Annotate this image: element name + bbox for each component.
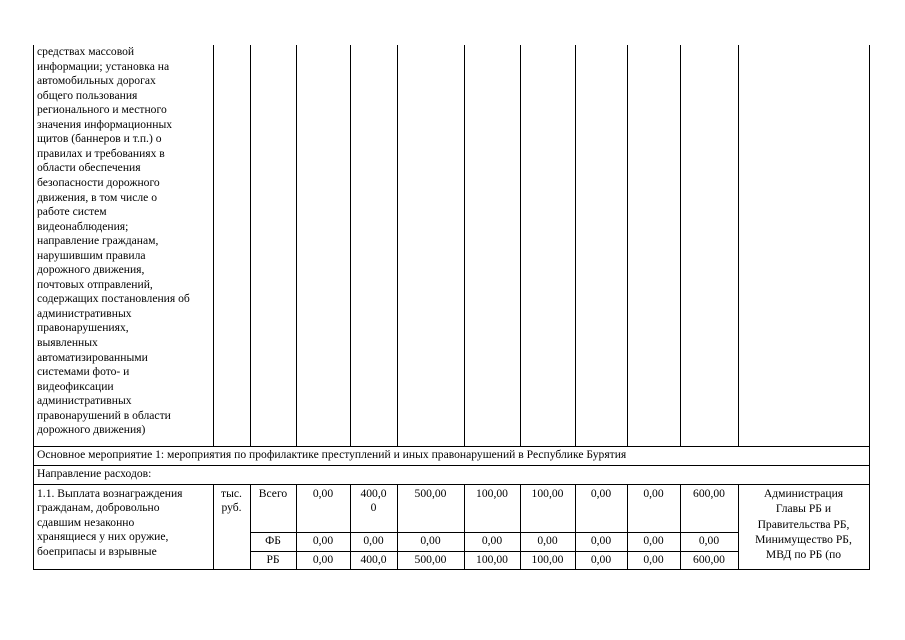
value-cell: 0,00 [363, 534, 384, 547]
row-line [33, 484, 870, 485]
description-line: автомобильных дорогах [37, 74, 156, 88]
row-line [33, 446, 870, 447]
value-cell: 0,00 [643, 534, 664, 547]
description-line: содержащих постановления об [37, 292, 190, 306]
col-line [250, 45, 251, 447]
value-cell: 600,00 [693, 487, 725, 500]
unit-line: руб. [221, 501, 242, 515]
description-line: средствах массовой [37, 45, 135, 58]
description-line: правонарушениях, [37, 321, 129, 335]
col-line [296, 45, 297, 447]
description-line: административных [37, 306, 132, 320]
description-line: видеонаблюдения; [37, 219, 129, 233]
main-activity-title: Основное мероприятие 1: мероприятия по профилактике преступлений и иных правонарушений в Республике Бурятия [37, 448, 627, 461]
value-cell: 0,00 [537, 534, 558, 547]
description-line: области обеспечения [37, 161, 141, 175]
value-cell: 100,00 [531, 553, 564, 566]
executor-line: Главы РБ и [775, 502, 832, 516]
description-line: системами фото- и [37, 365, 130, 379]
value-cell: 0,00 [312, 534, 334, 547]
description-line: административных [37, 394, 132, 408]
value-cell: 500,00 [414, 487, 447, 500]
value-cell: 0,00 [643, 553, 664, 566]
description-line: работе систем [37, 205, 107, 219]
source-cell: ФБ [265, 534, 281, 547]
row-line [250, 551, 738, 552]
executor-line: Минимущество РБ, [755, 532, 852, 546]
value-cell: 0,00 [481, 534, 503, 547]
measure-name-line: гражданам, добровольно [37, 501, 160, 515]
col-line [680, 45, 681, 447]
value-cell: 400,0 0 [360, 487, 387, 515]
col-line [464, 45, 465, 447]
description-line: регионального и местного [37, 103, 167, 117]
measure-name-line: хранящиеся у них оружие, [37, 530, 169, 544]
description-line: щитов (баннеров и т.п.) о [37, 132, 162, 146]
value-cell: 100,00 [476, 553, 508, 566]
value-cell: 0,00 [590, 553, 612, 566]
unit-line: тыс. [221, 487, 242, 500]
description-line: движения, в том числе о [37, 190, 158, 204]
description-line: безопасности дорожного [37, 175, 160, 189]
row-line [250, 532, 738, 533]
value-cell: 0,00 [420, 534, 441, 547]
description-line: автоматизированными [37, 350, 148, 364]
executor-line: Администрация [763, 487, 844, 500]
source-cell: РБ [266, 553, 280, 566]
description-line: правилах и требованиях в [37, 146, 165, 160]
measure-name-line: боеприпасы и взрывные [37, 544, 157, 558]
value-cell: 0,00 [590, 534, 612, 547]
col-line [869, 45, 870, 570]
description-line: дорожного движения, [37, 263, 145, 277]
col-line [213, 45, 214, 447]
description-line: почтовых отправлений, [37, 277, 153, 291]
description-line: дорожного движения) [37, 423, 146, 437]
executor-line: МВД по РБ (по [765, 548, 842, 562]
value-cell: 100,00 [476, 487, 508, 500]
value-cell: 0,00 [643, 487, 664, 500]
description-line: значения информационных [37, 117, 173, 131]
description-line: общего пользования [37, 88, 138, 102]
col-line [627, 45, 628, 447]
description-line: правонарушений в области [37, 408, 171, 422]
value-cell: 0,00 [312, 553, 334, 566]
col-line [575, 45, 576, 447]
col-line [738, 45, 739, 447]
description-line: информации; установка на [37, 59, 170, 73]
description-line: видеофиксации [37, 379, 114, 393]
row-line [33, 569, 870, 570]
measure-name-line: 1.1. Выплата вознаграждения [37, 487, 183, 500]
measure-name-line: сдавшим незаконно [37, 515, 135, 529]
col-line [33, 45, 34, 570]
expense-direction-label: Направление расходов: [37, 467, 152, 480]
source-cell: Всего [258, 487, 288, 500]
value-cell: 500,00 [414, 553, 447, 566]
executor-line: Правительства РБ, [757, 517, 850, 531]
value-cell: 0,00 [698, 534, 720, 547]
value-cell: 0,00 [312, 487, 334, 500]
col-line [520, 45, 521, 447]
value-cell: 600,00 [693, 553, 725, 566]
col-line [350, 45, 351, 447]
col-line [397, 45, 398, 447]
description-line: нарушившим правила [37, 248, 146, 262]
value-cell: 400,0 [360, 553, 387, 566]
row-line [33, 465, 870, 466]
value-cell: 0,00 [590, 487, 612, 500]
description-line: выявленных [37, 336, 98, 349]
description-line: направление гражданам, [37, 234, 159, 248]
value-cell: 100,00 [531, 487, 564, 500]
